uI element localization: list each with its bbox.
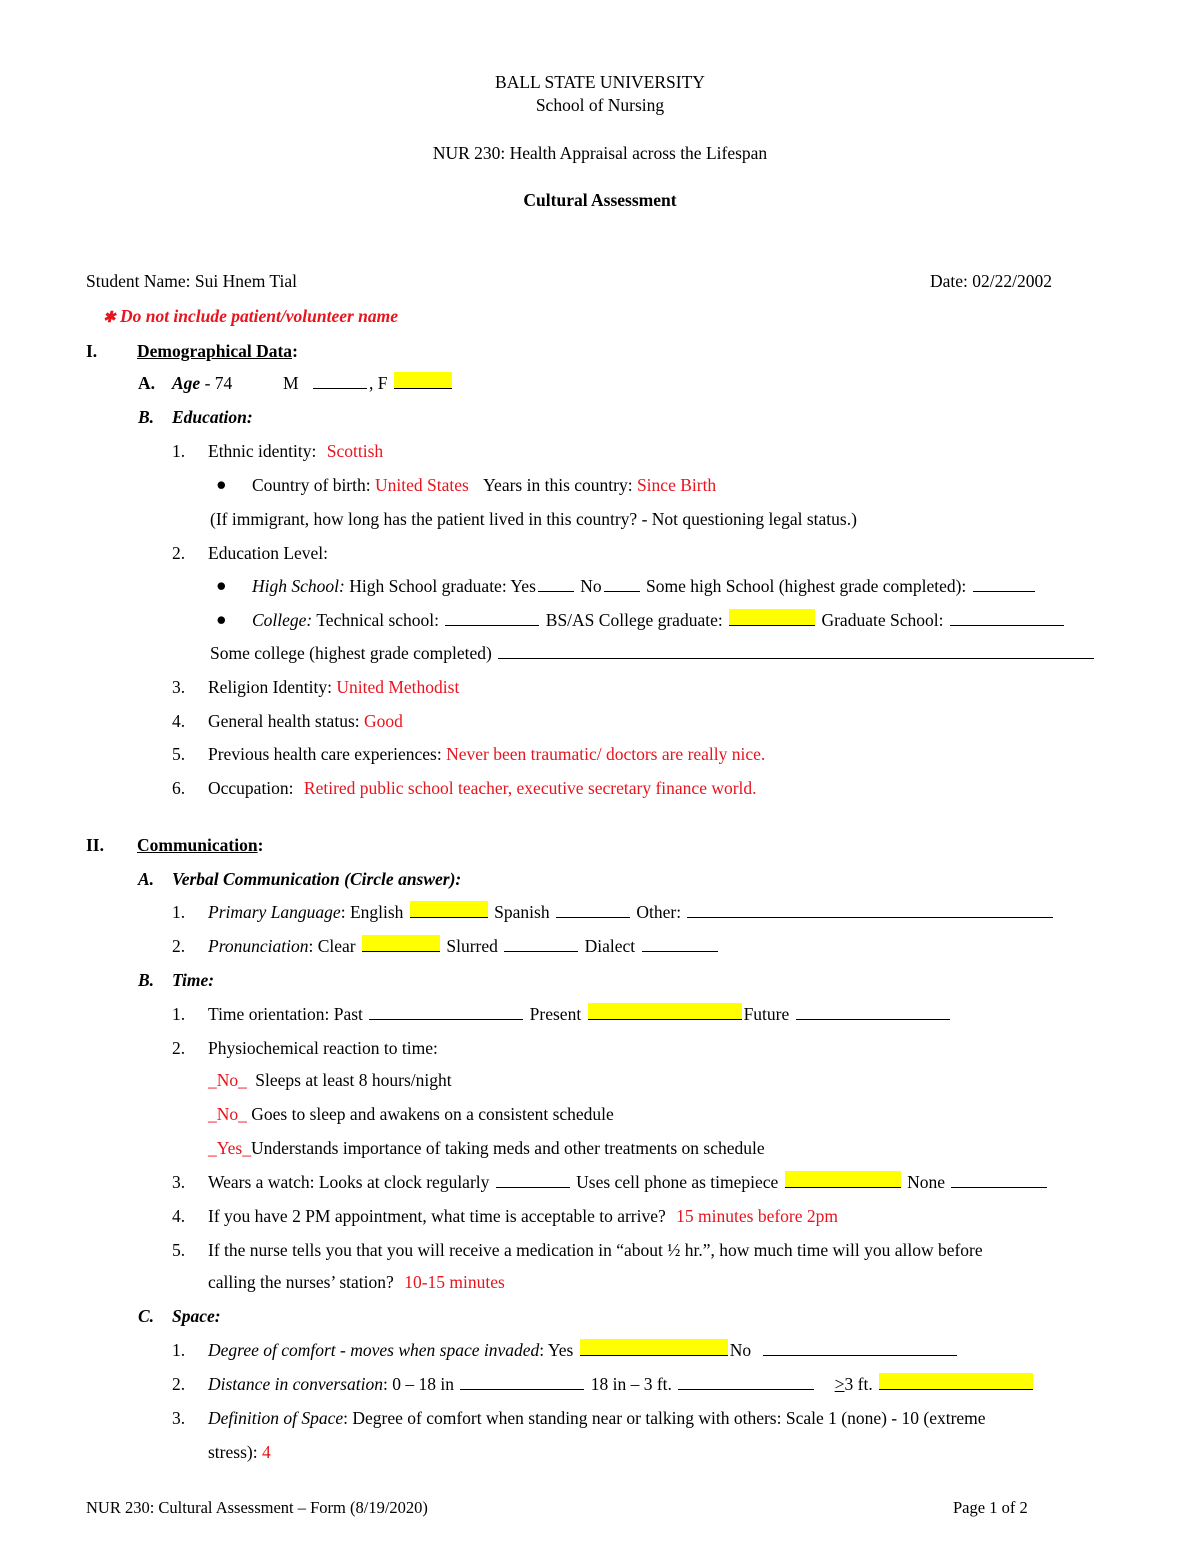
- distance-2-blank[interactable]: [678, 1373, 814, 1390]
- high-school-line: High School: High School graduate: Yes No Some high School (highest grade completed):: [252, 575, 1037, 597]
- student-name-label: Student Name:: [86, 271, 191, 291]
- bullet-icon: ●: [216, 609, 227, 629]
- item-a-letter: A.: [138, 869, 155, 889]
- religion-label: Religion Identity:: [208, 677, 332, 697]
- other-language-blank[interactable]: [687, 901, 1053, 918]
- years-label: Years in this country:: [483, 475, 633, 495]
- ethnic-label: Ethnic identity:: [208, 441, 317, 461]
- previous-value: Never been traumatic/ doctors are really nice.: [446, 744, 766, 764]
- education-label: Education:: [172, 407, 253, 427]
- space-label: Space:: [172, 1306, 221, 1326]
- sleep-answer: No: [216, 1070, 239, 1090]
- student-name-value: Sui Hnem Tial: [194, 271, 297, 291]
- watch-line: Wears a watch: Looks at clock regularly Uses cell phone as timepiece None: [208, 1171, 1049, 1193]
- item-number: 3.: [172, 677, 186, 697]
- none-blank[interactable]: [951, 1171, 1047, 1188]
- ethnic-line: [208, 440, 383, 462]
- footer-page-number: Page 1 of 2: [953, 1498, 1028, 1517]
- ethnic-row: 1.: [172, 441, 186, 461]
- bullet-icon: ●: [216, 474, 227, 494]
- previous-line: [208, 743, 765, 765]
- privacy-warning: [103, 305, 398, 329]
- verbal-label: Verbal Communication (Circle answer):: [172, 869, 462, 889]
- age-label: Age: [172, 373, 201, 393]
- university-name: BALL STATE UNIVERSITY: [495, 72, 705, 92]
- physio-label: Physiochemical reaction to time:: [208, 1038, 438, 1058]
- medication-line-2: calling the nurses’ station? 10-15 minutes: [208, 1272, 505, 1292]
- item-number: 5.: [172, 1240, 186, 1260]
- definition-space-line-2: stress): 4: [208, 1442, 271, 1462]
- female-blank-highlighted[interactable]: [394, 372, 452, 389]
- appointment-line: If you have 2 PM appointment, what time is acceptable to arrive? 15 minutes before 2pm: [208, 1206, 838, 1226]
- birth-value: United States: [374, 475, 469, 495]
- hs-no-blank[interactable]: [604, 575, 640, 592]
- medication-value: 10-15 minutes: [404, 1272, 505, 1292]
- comfort-line: Degree of comfort - moves when space invaded: Yes No: [208, 1339, 959, 1361]
- female-label: , F: [368, 373, 388, 393]
- religion-line: [208, 676, 459, 698]
- age-line: [172, 372, 454, 394]
- distance-line: Distance in conversation: 0 – 18 in 18 in – 3 ft. >3 ft.: [208, 1373, 1035, 1395]
- cell-phone-blank-highlighted[interactable]: [785, 1171, 901, 1188]
- ethnic-value: Scottish: [326, 441, 384, 461]
- appointment-value: 15 minutes before 2pm: [676, 1206, 838, 1226]
- birth-label: Country of birth:: [252, 475, 371, 495]
- occupation-value: Retired public school teacher, executive secretary finance world.: [303, 778, 757, 798]
- page-title: Cultural Assessment: [523, 190, 677, 210]
- definition-space-line: Definition of Space: Degree of comfort when standing near or talking with others: Scale 1 (none) - 10 (extreme: [208, 1408, 986, 1428]
- item-number: 1.: [172, 1004, 186, 1024]
- item-number: 4.: [172, 1206, 186, 1226]
- age-value: - 74: [204, 373, 233, 393]
- college-graduate-blank-highlighted[interactable]: [729, 609, 815, 626]
- medication-line-1: If the nurse tells you that you will receive a medication in “about ½ hr.”, how much time will you allow before: [208, 1240, 983, 1260]
- clock-blank[interactable]: [496, 1171, 570, 1188]
- item-number: 3.: [172, 1172, 186, 1192]
- graduate-school-blank[interactable]: [950, 609, 1064, 626]
- occupation-line: [208, 777, 757, 799]
- slurred-blank[interactable]: [504, 935, 578, 952]
- distance-3-blank-highlighted[interactable]: [879, 1373, 1033, 1390]
- years-value: Since Birth: [636, 475, 717, 495]
- date-label: Date:: [930, 271, 968, 291]
- language-label: Primary Language: [208, 902, 341, 922]
- item-a-letter: A.: [138, 373, 156, 393]
- school-name: School of Nursing: [535, 95, 665, 115]
- college-line: College: Technical school: BS/AS College graduate: Graduate School:: [252, 609, 1066, 631]
- edu-level-label: Education Level:: [208, 543, 329, 563]
- present-blank-highlighted[interactable]: [588, 1003, 742, 1020]
- clear-blank-highlighted[interactable]: [362, 935, 440, 952]
- item-number: 2.: [172, 1374, 186, 1394]
- orientation-line: Time orientation: Past Present Future: [208, 1003, 952, 1025]
- item-number: 4.: [172, 711, 186, 731]
- male-label: M: [283, 373, 299, 393]
- item-c-letter: C.: [138, 1306, 155, 1326]
- item-b-letter: B.: [138, 970, 155, 990]
- future-blank[interactable]: [796, 1003, 950, 1020]
- some-college-line: Some college (highest grade completed): [210, 642, 1096, 664]
- sleep-line: _No_ Sleeps at least 8 hours/night: [208, 1070, 452, 1090]
- past-blank[interactable]: [369, 1003, 523, 1020]
- section-1-title: Demographical Data:: [137, 341, 298, 361]
- health-label: General health status:: [208, 711, 360, 731]
- some-college-blank[interactable]: [498, 642, 1094, 659]
- item-number: 5.: [172, 744, 186, 764]
- male-blank[interactable]: [313, 372, 367, 389]
- section-2-title: Communication:: [137, 835, 264, 855]
- item-number: 2.: [172, 936, 186, 956]
- item-number: 3.: [172, 1408, 186, 1428]
- section-1-numeral: I.: [86, 341, 98, 361]
- hs-grade-blank[interactable]: [973, 575, 1035, 592]
- item-b-letter: B.: [138, 407, 155, 427]
- pronunciation-line: Pronunciation: Clear Slurred Dialect: [208, 935, 720, 957]
- hs-yes-blank[interactable]: [538, 575, 574, 592]
- edu-level-number: 2.: [172, 543, 186, 563]
- item-number: 6.: [172, 778, 186, 798]
- definition-space-value: 4: [261, 1442, 271, 1462]
- date-line: [930, 270, 1052, 292]
- time-label: Time:: [172, 970, 215, 990]
- course-title: NUR 230: Health Appraisal across the Lifespan: [432, 143, 768, 163]
- college-label: College:: [252, 610, 313, 630]
- dialect-blank[interactable]: [642, 935, 718, 952]
- comfort-yes-blank-highlighted[interactable]: [580, 1339, 728, 1356]
- health-line: [208, 710, 403, 732]
- health-value: Good: [364, 711, 403, 731]
- bullet-icon: ●: [216, 575, 227, 595]
- high-school-label: High School:: [252, 576, 345, 596]
- schedule-answer: No: [216, 1104, 239, 1124]
- previous-label: Previous health care experiences:: [208, 744, 442, 764]
- item-number: 1.: [172, 902, 186, 922]
- date-value: 02/22/2002: [972, 271, 1053, 291]
- english-blank-highlighted[interactable]: [410, 901, 488, 918]
- meds-line: _Yes_Understands importance of taking meds and other treatments on schedule: [208, 1138, 765, 1158]
- meds-answer: Yes: [216, 1138, 243, 1158]
- technical-school-blank[interactable]: [445, 609, 539, 626]
- student-name-line: [86, 270, 297, 292]
- comfort-no-blank[interactable]: [763, 1339, 957, 1356]
- schedule-line: _No_ Goes to sleep and awakens on a consistent schedule: [208, 1104, 614, 1124]
- religion-value: United Methodist: [336, 677, 460, 697]
- item-number: 1.: [172, 1340, 186, 1360]
- warning-text: Do not include patient/volunteer name: [119, 306, 399, 326]
- immigrant-note: (If immigrant, how long has the patient lived in this country? - Not questioning legal status.): [210, 509, 857, 529]
- language-line: Primary Language: English Spanish Other:: [208, 901, 1055, 923]
- distance-1-blank[interactable]: [460, 1373, 584, 1390]
- spanish-blank[interactable]: [556, 901, 630, 918]
- occupation-label: Occupation:: [208, 778, 294, 798]
- item-number: 2.: [172, 1038, 186, 1058]
- footer-form-name: NUR 230: Cultural Assessment – Form (8/19/2020): [86, 1498, 428, 1517]
- asterisk-icon: ✱: [103, 310, 116, 326]
- pronunciation-label: Pronunciation: [208, 936, 309, 956]
- section-2-numeral: II.: [86, 835, 104, 855]
- birth-line: [252, 474, 716, 496]
